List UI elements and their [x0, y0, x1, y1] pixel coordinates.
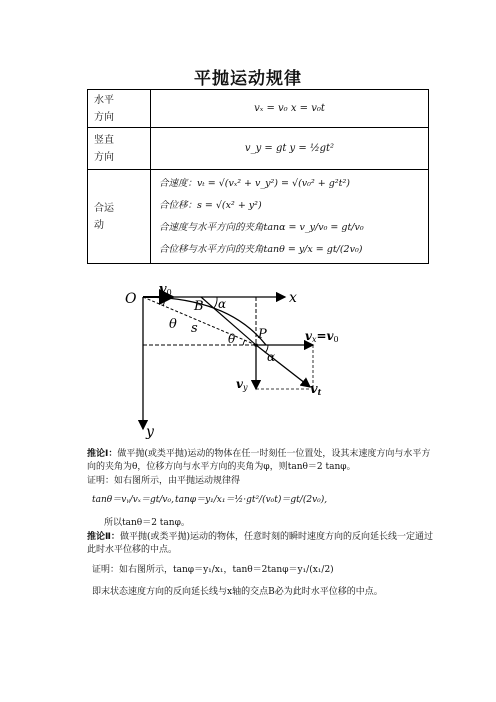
theta-mid-label: θ [228, 332, 236, 346]
row-header-combined: 合运 动 [88, 170, 151, 264]
corollary-1-label: 推论Ⅰ： [87, 449, 118, 459]
row-header-horizontal: 水平 方向 [88, 90, 151, 128]
vx-label: vx=v0 [305, 329, 339, 344]
horizontal-formula: vₓ = v₀ x = v₀t [151, 90, 429, 128]
corollary-2-proof: 证明：如右图所示，tanφ＝y₁/x₁，tanθ＝2tanφ＝y₁/(x₁/2) [92, 565, 334, 575]
vy-label: vy [236, 377, 248, 392]
alpha-arc-top [214, 297, 217, 308]
corollary-2-conclusion: 即末状态速度方向的反向延长线与x轴的交点B必为此时水平位移的中点。 [92, 587, 383, 597]
x-axis-label: x [289, 290, 297, 306]
projectile-laws-table [87, 89, 429, 264]
corollary-1-conclusion: 所以tanθ＝2 tanφ。 [104, 518, 190, 528]
vt-arrow [256, 345, 310, 387]
origin-label: O [125, 291, 137, 307]
table-row-horizontal [88, 90, 429, 128]
corollary-1-eq2: tanφ＝y₁/x₁＝½·gt²/(v₀t)＝gt/(2v₀), [175, 495, 328, 505]
point-p [254, 343, 258, 347]
corollary-2 [87, 531, 437, 557]
combined-formulas [151, 170, 429, 264]
alpha-top-label: α [218, 297, 227, 311]
corollary-1-proof-intro: 证明：如右图所示，由平抛运动规律得 [87, 476, 241, 486]
corollary-2-label: 推论Ⅱ： [87, 532, 120, 542]
theta-top-label: θ [169, 317, 177, 332]
row-header-vertical: 竖直 方向 [88, 128, 151, 170]
page-title: 平抛运动规律 [194, 69, 302, 89]
corollary-1-text: 做平抛(或类平抛)运动的物体在任一时刻任一位置处，设其末速度方向与水平方向的夹角为θ，位移方向与水平方向的夹角为φ，则tanθ＝2 tanφ。 [87, 449, 431, 472]
point-p-label: P [258, 327, 267, 342]
combined-displacement-formula: 合位移：s = √(x² + y²) [159, 199, 262, 211]
table-row-combined [88, 170, 429, 264]
vertical-formula: v_y = gt y = ½gt² [151, 128, 429, 170]
table-row-vertical [88, 128, 429, 170]
theta-arc-mid [243, 340, 245, 345]
point-b-label: B [194, 299, 204, 314]
s-label: s [191, 321, 198, 336]
corollary-1-eq1: tanθ＝vᵧ/vₓ＝gt/v₀, [92, 495, 174, 505]
alpha-low-label: α [267, 350, 276, 364]
projectile-diagram [113, 283, 353, 443]
combined-velocity-formula: 合速度：vₜ = √(vₓ² + v_y²) = √(v₀² + g²t²) [159, 177, 350, 189]
v0-label: v0 [159, 283, 172, 297]
displacement-angle-formula: 合位移与水平方向的夹角tanθ = y/x = gt/(2v₀) [159, 243, 363, 255]
velocity-angle-formula: 合速度与水平方向的夹角tanα = v_y/v₀ = gt/v₀ [159, 221, 364, 233]
corollary-1 [87, 448, 437, 474]
vt-label: vt [310, 382, 322, 397]
corollary-2-text: 做平抛(或类平抛)运动的物体，任意时刻的瞬时速度方向的反向延长线一定通过此时水平位移的中点。 [87, 532, 433, 555]
y-axis-label: y [146, 424, 154, 440]
